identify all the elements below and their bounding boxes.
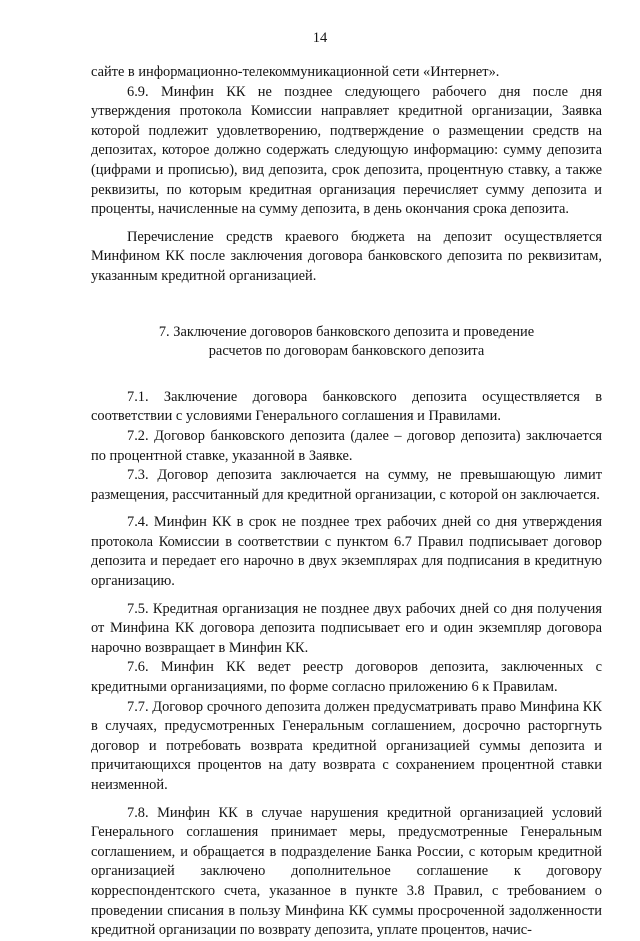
paragraph-7-1: 7.1. Заключение договора банковского депозита осуществляется в соответствии с условиями Генерального соглашения и Правилами. <box>91 388 602 425</box>
paragraph-gap <box>91 220 602 228</box>
paragraph-gap <box>91 505 602 513</box>
paragraph-7-4: 7.4. Минфин КК в срок не позднее трех рабочих дней со дня утверждения протокола Комиссии в соответствии с пунктом 6.7 Правил подписывает договор депозита и передает его нарочно в двух экземплярах для подписания в кредитную организацию. <box>91 514 602 590</box>
section-heading-line-1: 7. Заключение договоров банковского депозита и проведение <box>158 323 535 340</box>
paragraph-6-9: 6.9. Минфин КК не позднее следующего рабочего дня после дня утверждения протокола Комиссии направляет кредитной организации, Заявка которой подлежит удовлетворению, подтверждение о размещении средств на депозитах, которое должно содержать следующую информацию: сумму депозита (цифрами и прописью), вид депозита, срок депозита, процентную ставку, а также реквизиты, по которым кредитная организация перечисляет сумму депозита и проценты, начисленные на сумму депозита, в день окончания срока депозита. <box>91 83 602 218</box>
paragraph-continuation: сайте в информационно-телекоммуникационной сети «Интернет». <box>91 64 500 80</box>
page-number: 14 <box>312 30 328 46</box>
section-heading <box>91 323 602 362</box>
paragraph-gap <box>91 796 602 804</box>
document-body <box>91 63 602 941</box>
paragraph-7-3: 7.3. Договор депозита заключается на сумму, не превышающую лимит размещения, рассчитанный для кредитной организации, с которой он заключается. <box>91 467 602 503</box>
paragraph-7-8: 7.8. Минфин КК в случае нарушения кредитной организацией условий Генерального соглашения принимает меры, предусмотренные Генеральным соглашением, и обращается в подразделение Банка России, с которым кредитной организацией заключено дополнительное соглашение к договору корреспондентского счета, указанное в пункте 3.8 Правил, с требованием о проведении списания в пользу Минфина КК суммы просроченной задолженности кредитной организации по возврату депозита, уплате процентов, начис- <box>91 804 602 939</box>
paragraph-7-2: 7.2. Договор банковского депозита (далее – договор депозита) заключается по процентной ставке, указанной в Заявке. <box>91 427 602 464</box>
section-heading-line-2: расчетов по договорам банковского депозита <box>208 343 485 360</box>
paragraph-gap <box>91 592 602 600</box>
paragraph-transfer: Перечисление средств краевого бюджета на депозит осуществляется Минфином КК после заключения договора банковского депозита по реквизитам, указанным кредитной организацией. <box>91 228 602 284</box>
paragraph-7-7: 7.7. Договор срочного депозита должен предусматривать право Минфина КК в случаях, предусмотренных Генеральным соглашением, досрочно расторгнуть договор и потребовать возврата кредитной организацией суммы депозита и причитающихся процентов на дату возврата с сохранением процентной ставки неизменной. <box>91 698 602 793</box>
paragraph-7-5: 7.5. Кредитная организация не позднее двух рабочих дней со дня получения от Минфина КК договора депозита подписывает его и один экземпляр договора нарочно возвращает в Минфин КК. <box>91 600 602 656</box>
paragraph-7-6: 7.6. Минфин КК ведет реестр договоров депозита, заключенных с кредитными организациями, по форме согласно приложению 6 к Правилам. <box>91 659 602 696</box>
